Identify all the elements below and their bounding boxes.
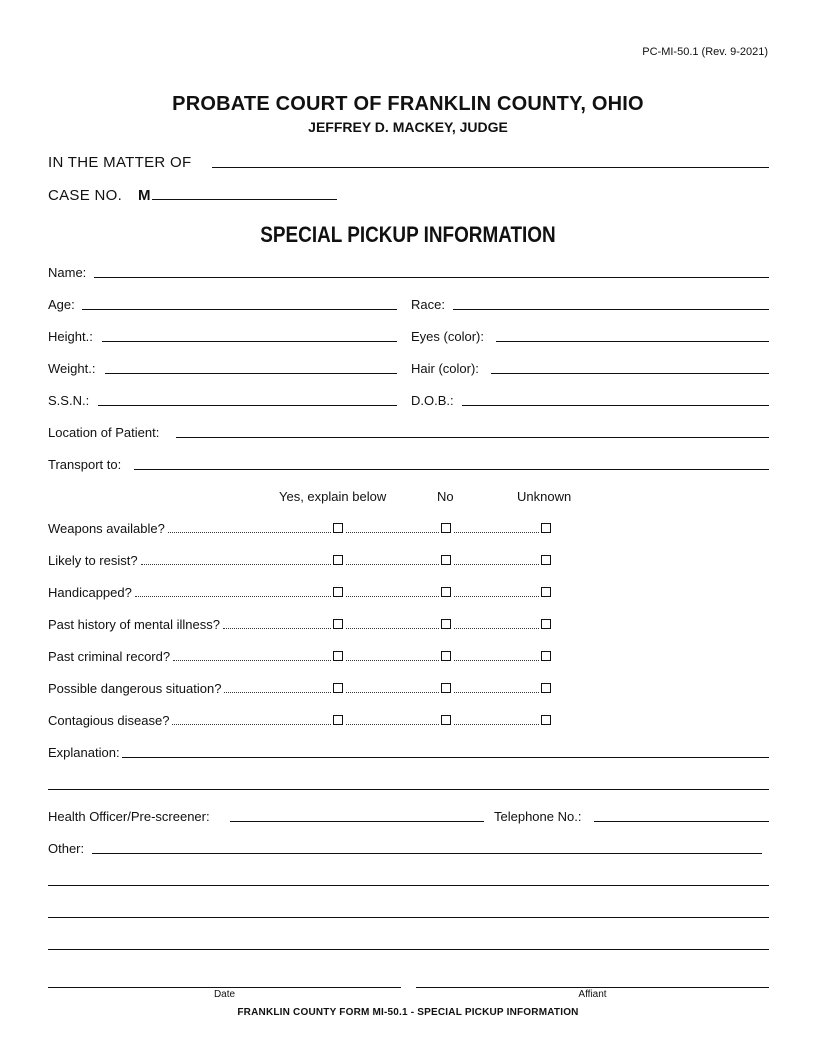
question-label: Weapons available? xyxy=(48,521,165,536)
leader-dots xyxy=(346,564,439,565)
dob-input-line[interactable] xyxy=(462,405,769,406)
leader-dots xyxy=(346,596,439,597)
date-caption: Date xyxy=(213,989,236,1000)
weight-label: Weight.: xyxy=(48,361,96,376)
yes-checkbox[interactable] xyxy=(333,555,343,565)
transport-label: Transport to: xyxy=(48,457,122,472)
race-input-line[interactable] xyxy=(453,309,769,310)
date-signature-line[interactable] xyxy=(48,987,401,988)
header-unknown: Unknown xyxy=(517,489,572,504)
unknown-checkbox[interactable] xyxy=(541,587,551,597)
height-label: Height.: xyxy=(48,329,93,344)
eyes-label: Eyes (color): xyxy=(411,329,484,344)
other-label: Other: xyxy=(48,841,85,856)
affiant-caption: Affiant xyxy=(578,989,607,1000)
health-officer-label: Health Officer/Pre-screener: xyxy=(48,809,210,824)
weight-input-line[interactable] xyxy=(105,373,397,374)
no-checkbox[interactable] xyxy=(441,715,451,725)
leader-dots xyxy=(346,660,439,661)
age-label: Age: xyxy=(48,297,75,312)
unknown-checkbox[interactable] xyxy=(541,651,551,661)
other-input-line-3[interactable] xyxy=(48,917,769,918)
yes-checkbox[interactable] xyxy=(333,587,343,597)
leader-dots xyxy=(454,660,539,661)
no-checkbox[interactable] xyxy=(441,619,451,629)
question-label: Possible dangerous situation? xyxy=(48,681,222,696)
leader-dots xyxy=(172,724,331,725)
no-checkbox[interactable] xyxy=(441,555,451,565)
yes-checkbox[interactable] xyxy=(333,683,343,693)
explanation-input-line-2[interactable] xyxy=(48,789,769,790)
leader-dots xyxy=(454,724,539,725)
transport-input-line[interactable] xyxy=(134,469,769,470)
leader-dots xyxy=(346,628,439,629)
yes-checkbox[interactable] xyxy=(333,619,343,629)
leader-dots xyxy=(346,532,439,533)
other-input-line[interactable] xyxy=(92,853,762,854)
question-label: Likely to resist? xyxy=(48,553,138,568)
case-label: CASE NO. xyxy=(48,187,123,204)
header-no: No xyxy=(437,489,454,504)
age-input-line[interactable] xyxy=(82,309,397,310)
unknown-checkbox[interactable] xyxy=(541,683,551,693)
name-input-line[interactable] xyxy=(94,277,769,278)
unknown-checkbox[interactable] xyxy=(541,555,551,565)
race-label: Race: xyxy=(411,297,445,312)
case-input-line[interactable] xyxy=(152,199,337,200)
name-label: Name: xyxy=(48,265,87,280)
no-checkbox[interactable] xyxy=(441,651,451,661)
court-title: PROBATE COURT OF FRANKLIN COUNTY, OHIO xyxy=(172,93,644,115)
eyes-input-line[interactable] xyxy=(496,341,769,342)
unknown-checkbox[interactable] xyxy=(541,523,551,533)
yes-checkbox[interactable] xyxy=(333,651,343,661)
affiant-signature-line[interactable] xyxy=(416,987,769,988)
ssn-input-line[interactable] xyxy=(98,405,397,406)
case-prefix: M xyxy=(138,187,151,204)
doc-title: SPECIAL PICKUP INFORMATION xyxy=(260,222,556,247)
explanation-input-line[interactable] xyxy=(122,757,769,758)
leader-dots xyxy=(346,724,439,725)
leader-dots xyxy=(141,564,331,565)
location-label: Location of Patient: xyxy=(48,425,160,440)
form-id: PC-MI-50.1 (Rev. 9-2021) xyxy=(642,46,768,58)
matter-label: IN THE MATTER OF xyxy=(48,154,192,171)
leader-dots xyxy=(454,692,539,693)
leader-dots xyxy=(454,596,539,597)
leader-dots xyxy=(173,660,331,661)
hair-label: Hair (color): xyxy=(411,361,479,376)
ssn-label: S.S.N.: xyxy=(48,393,90,408)
height-input-line[interactable] xyxy=(102,341,397,342)
telephone-input-line[interactable] xyxy=(594,821,769,822)
leader-dots xyxy=(135,596,331,597)
location-input-line[interactable] xyxy=(176,437,769,438)
leader-dots xyxy=(454,628,539,629)
explanation-label: Explanation: xyxy=(48,745,120,760)
telephone-label: Telephone No.: xyxy=(494,809,582,824)
leader-dots xyxy=(224,692,331,693)
question-label: Past criminal record? xyxy=(48,649,171,664)
no-checkbox[interactable] xyxy=(441,683,451,693)
header-yes: Yes, explain below xyxy=(279,489,387,504)
unknown-checkbox[interactable] xyxy=(541,619,551,629)
no-checkbox[interactable] xyxy=(441,587,451,597)
health-officer-input-line[interactable] xyxy=(230,821,484,822)
question-label: Past history of mental illness? xyxy=(48,617,220,632)
leader-dots xyxy=(168,532,331,533)
yes-checkbox[interactable] xyxy=(333,523,343,533)
leader-dots xyxy=(454,532,539,533)
hair-input-line[interactable] xyxy=(491,373,769,374)
question-label: Contagious disease? xyxy=(48,713,170,728)
form-footer: FRANKLIN COUNTY FORM MI-50.1 - SPECIAL PICKUP INFORMATION xyxy=(237,1007,579,1018)
leader-dots xyxy=(223,628,331,629)
no-checkbox[interactable] xyxy=(441,523,451,533)
yes-checkbox[interactable] xyxy=(333,715,343,725)
unknown-checkbox[interactable] xyxy=(541,715,551,725)
other-input-line-2[interactable] xyxy=(48,885,769,886)
leader-dots xyxy=(454,564,539,565)
dob-label: D.O.B.: xyxy=(411,393,454,408)
matter-input-line[interactable] xyxy=(212,167,769,168)
judge-name: JEFFREY D. MACKEY, JUDGE xyxy=(308,119,508,135)
other-input-line-4[interactable] xyxy=(48,949,769,950)
question-label: Handicapped? xyxy=(48,585,132,600)
leader-dots xyxy=(346,692,439,693)
